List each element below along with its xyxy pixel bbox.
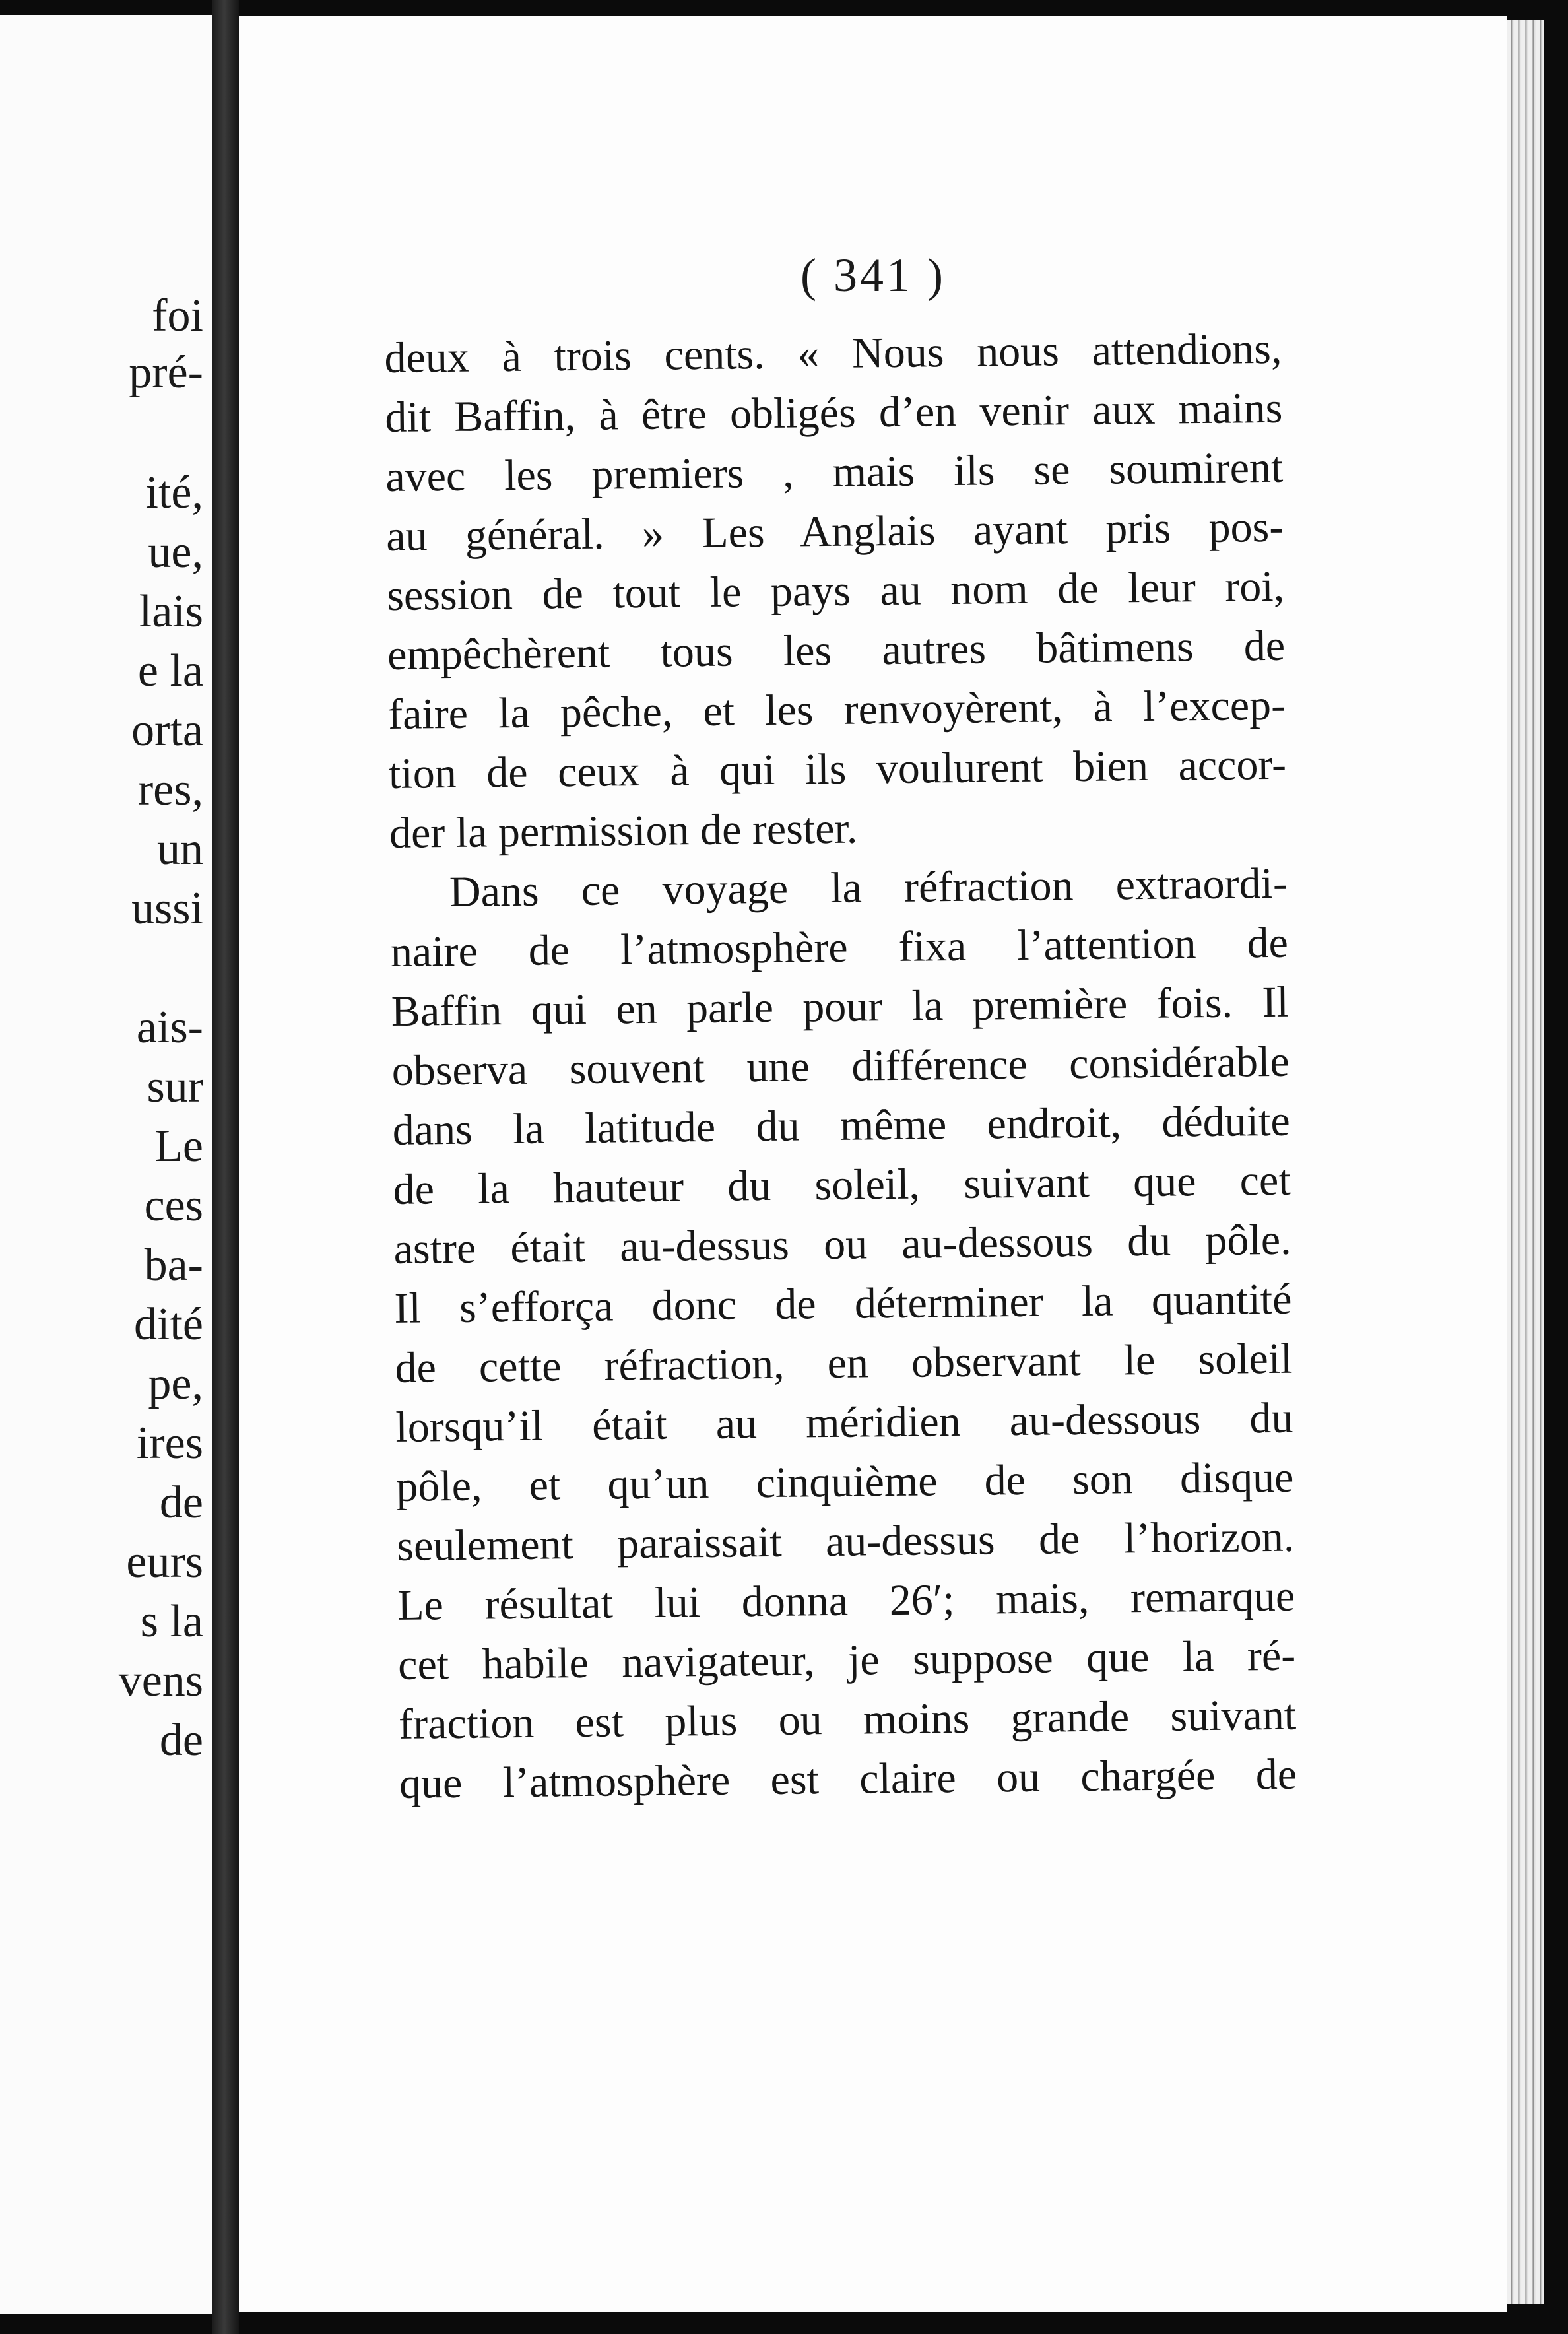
left-page-fragment: res, bbox=[137, 764, 203, 815]
left-page-fragment: ais- bbox=[136, 1002, 203, 1053]
text-line: Le résultat lui donna 26′; mais, remarque bbox=[397, 1572, 1295, 1630]
text-line: dans la latitude du même endroit, déduite bbox=[392, 1096, 1291, 1154]
left-page-fragment: ité, bbox=[145, 467, 203, 518]
text-line: deux à trois cents. « Nous nous attendions, bbox=[384, 324, 1282, 382]
book-page bbox=[239, 16, 1507, 2312]
text-line: lorsqu’il était au méridien au-dessous du bbox=[395, 1393, 1293, 1451]
book-gutter bbox=[212, 0, 239, 2334]
left-facing-page bbox=[0, 15, 212, 2314]
text-line: dit Baffin, à être obligés d’en venir aux mains bbox=[385, 383, 1283, 442]
left-page-fragment: de bbox=[159, 1715, 203, 1766]
text-line: der la permission de rester. bbox=[389, 804, 858, 857]
paragraph bbox=[389, 854, 1297, 1814]
left-page-fragment: un bbox=[157, 824, 203, 875]
text-line: de cette réfraction, en observant le soleil bbox=[395, 1334, 1293, 1392]
left-page-fragment: orta bbox=[131, 705, 203, 756]
text-line: Dans ce voyage la réfraction extraordi- bbox=[449, 859, 1288, 917]
left-page-fragment: foi bbox=[152, 290, 203, 341]
left-page-fragment: eurs bbox=[126, 1537, 203, 1587]
text-line: naire de l’atmosphère fixa l’attention de bbox=[390, 918, 1289, 976]
left-page-fragment: pe, bbox=[148, 1358, 203, 1409]
left-page-fragment: vens bbox=[118, 1655, 203, 1706]
left-page-fragment: lais bbox=[139, 586, 203, 637]
left-page-fragment: ba- bbox=[144, 1240, 203, 1290]
left-page-fragment: sur bbox=[147, 1061, 203, 1112]
text-line: empêchèrent tous les autres bâtimens de bbox=[387, 621, 1286, 679]
text-line: fraction est plus ou moins grande suivant bbox=[398, 1690, 1297, 1749]
text-line: tion de ceux à qui ils voulurent bien accor- bbox=[388, 740, 1287, 798]
text-line: astre était au-dessus ou au-dessous du pôle. bbox=[393, 1215, 1291, 1273]
left-page-fragment: ces bbox=[144, 1180, 203, 1231]
paragraph bbox=[384, 319, 1287, 863]
left-page-fragment: dité bbox=[134, 1299, 203, 1350]
text-line: avec les premiers , mais ils se soumirent bbox=[385, 443, 1284, 501]
left-page-fragment: s la bbox=[140, 1596, 203, 1647]
text-line: cet habile navigateur, je suppose que la ré- bbox=[397, 1631, 1296, 1689]
text-line: pôle, et qu’un cinquième de son disque bbox=[395, 1453, 1294, 1511]
text-line: Baffin qui en parle pour la première fois. Il bbox=[391, 978, 1290, 1036]
text-line: session de tout le pays au nom de leur roi, bbox=[386, 562, 1285, 620]
text-line: observa souvent une différence considérable bbox=[391, 1037, 1290, 1095]
text-line: faire la pêche, et les renvoyèrent, à l’excep- bbox=[387, 681, 1286, 739]
text-line: de la hauteur du soleil, suivant que cet bbox=[393, 1156, 1291, 1214]
page-edge-stack bbox=[1507, 20, 1544, 2304]
left-page-fragment: de bbox=[159, 1477, 203, 1528]
text-line: au général. » Les Anglais ayant pris pos- bbox=[385, 502, 1284, 560]
left-page-fragment: pré- bbox=[129, 347, 203, 398]
text-line: Il s’efforça donc de déterminer la quantité bbox=[394, 1275, 1292, 1333]
page-body-text bbox=[384, 319, 1297, 1814]
text-line: seulement paraissait au-dessus de l’horizon. bbox=[396, 1512, 1295, 1570]
left-page-fragment: e la bbox=[137, 646, 203, 696]
left-page-fragment: ires bbox=[136, 1418, 203, 1469]
page-number: ( 341 ) bbox=[800, 249, 946, 302]
left-page-fragment: ussi bbox=[131, 883, 203, 934]
text-line: que l’atmosphère est claire ou chargée de bbox=[399, 1750, 1297, 1808]
left-page-fragment: Le bbox=[154, 1121, 203, 1172]
left-page-fragment: ue, bbox=[148, 527, 203, 578]
